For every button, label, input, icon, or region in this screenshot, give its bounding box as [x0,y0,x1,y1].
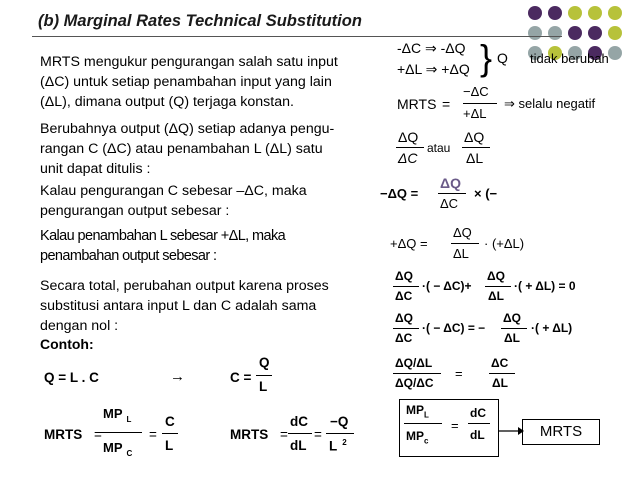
dot-gray [548,26,562,40]
formula-text: MRTS [397,96,437,112]
formula-text: ΔL [492,376,508,390]
fraction-bar [463,103,497,104]
formula-text: ΔQ [398,129,419,145]
formula-text: −ΔC [463,84,489,99]
text-line: (ΔL), dimana output (Q) terjaga konstan. [40,94,294,110]
paragraph-output-change [40,119,380,179]
fraction-bar [393,328,419,329]
formula-text: MRTS [44,427,83,442]
text-line: dengan nol : [40,318,119,334]
formula-text: ΔL [466,150,484,166]
dot-purple [528,6,542,20]
text-line: rangan C (ΔC) atau penambahan L (ΔL) satu [40,141,323,157]
formula-text: Q [497,50,508,66]
formula-text: C = [230,370,252,385]
formula-text: × (− [474,186,498,201]
formula-subscript: L [424,410,429,420]
formula-text: −Q [330,414,349,429]
formula-text: = [94,427,102,442]
formula-text: Q = L . C [44,370,99,385]
formula-text: ΔC [398,150,418,166]
formula-text: ΔQ [395,269,413,283]
fraction-bar [393,286,419,287]
formula-text: ΔQ [453,225,472,240]
formula-text: ΔQ [503,311,521,325]
fraction-bar [404,423,442,424]
text-line: pengurangan output sebesar : [40,203,230,219]
paragraph-reduce-c [40,181,380,221]
dot-purple [548,6,562,20]
text-line: Berubahnya output (ΔQ) setiap adanya pengu- [40,121,335,137]
formula-text: ΔL [504,331,520,345]
formula-text: = [451,418,459,433]
formula-text: ΔQ [395,311,413,325]
formula-text: −ΔQ = [380,186,419,201]
formula-text: dL [290,438,307,453]
formula-text: L [259,379,268,394]
formula-text: ⇒ selalu negatif [504,96,596,111]
dot-gray [528,26,542,40]
formula-text: MP [103,406,123,421]
fraction-bar [438,193,466,194]
fraction-bar [485,286,511,287]
example-heading: Contoh: [40,336,94,352]
paragraph-total-change [40,276,380,336]
formula-line: -ΔC ⇒ -ΔQ [397,40,466,56]
formula-text: tidak berubah [530,51,609,66]
text-line: MRTS mengukur pengurangan salah satu input [40,54,338,70]
formula-subscript: c [424,436,429,446]
text-line: substitusi antara input L dan C adalah sama [40,298,317,314]
fraction-bar [256,375,272,376]
text-line: Kalau penambahan L sebesar +ΔL, maka [40,228,286,244]
formula-text: ΔC [395,289,413,303]
formula-text: = [280,427,288,442]
text-line: (ΔC) untuk setiap penambahan input yang lain [40,74,332,90]
formula-text: atau [427,141,451,155]
formula-text: ·( + ΔL) [531,321,573,335]
formula-text: dC [290,414,308,429]
dot-purple [568,26,582,40]
formula-text: +ΔL [463,106,487,121]
fraction-bar [162,433,178,434]
formula-text: dL [470,428,485,442]
fraction-bar [462,147,490,148]
formula-subscript: C [126,448,133,458]
formula-text: ΔQ [440,175,461,191]
dot-gray [608,46,622,60]
fraction-bar [468,423,490,424]
text-line: Kalau pengurangan C sebesar –ΔC, maka [40,183,307,199]
fraction-bar [396,147,424,148]
formula-text: ΔQ/ΔL [395,356,433,370]
arrow-icon: → [170,368,185,385]
formula-subscript: L [126,414,132,424]
fraction-bar [100,432,142,433]
dot-olive [568,6,582,20]
formula-text: = [455,366,463,381]
formula-text: ΔL [488,289,504,303]
formula-line: +ΔL ⇒ +ΔQ [397,61,470,77]
formula-text: ΔQ [464,129,485,145]
formula-text: Q [259,355,270,370]
mrts-label-box: MRTS [522,419,600,445]
formula-text: = [442,96,451,112]
text-line: Secara total, perubahan output karena proses [40,278,329,294]
dot-purple [588,26,602,40]
slide-title: (b) Marginal Rates Technical Substitution [38,12,362,30]
fraction-bar [393,373,441,374]
formula-text: = [314,427,322,442]
formula-text: ΔQ [487,269,505,283]
formula-text: C [165,414,175,429]
formula-text: MP [406,403,424,417]
formula-text: ·( + ΔL) = 0 [514,279,576,293]
paragraph-mrts-definition [40,52,380,112]
formula-text: +ΔQ = [390,236,428,251]
formula-text: ·( − ΔC) = − [422,321,486,335]
formula-text: ΔC [395,331,413,345]
formula-superscript: 2 [342,438,347,447]
arrow-right-icon [498,424,524,438]
formula-text: = [149,427,157,442]
formula-text: MP [406,429,424,443]
dot-olive [608,6,622,20]
dot-olive [608,26,622,40]
text-line: penambahan output sebesar : [40,248,217,264]
dot-olive [588,6,602,20]
formula-text: ΔC [440,196,459,211]
formula-text: ΔQ/ΔC [395,376,434,390]
formula-text: ·( − ΔC)+ [422,279,472,293]
text-line: unit dapat ditulis : [40,161,151,177]
formula-text: MP [103,440,123,455]
fraction-bar [288,433,312,434]
formula-text: · (+ΔL) [484,236,525,251]
paragraph-add-l [40,226,380,266]
formula-text: ΔL [453,246,469,261]
formula-text: dC [470,406,486,420]
formula-text: MRTS [230,427,269,442]
fraction-bar [501,328,527,329]
formula-text: ΔC [491,356,509,370]
formula-text: L [329,438,338,454]
formula-text: L [165,438,174,453]
fraction-bar [451,243,479,244]
curly-brace: } [480,37,493,78]
fraction-bar [489,373,515,374]
fraction-bar [326,433,354,434]
